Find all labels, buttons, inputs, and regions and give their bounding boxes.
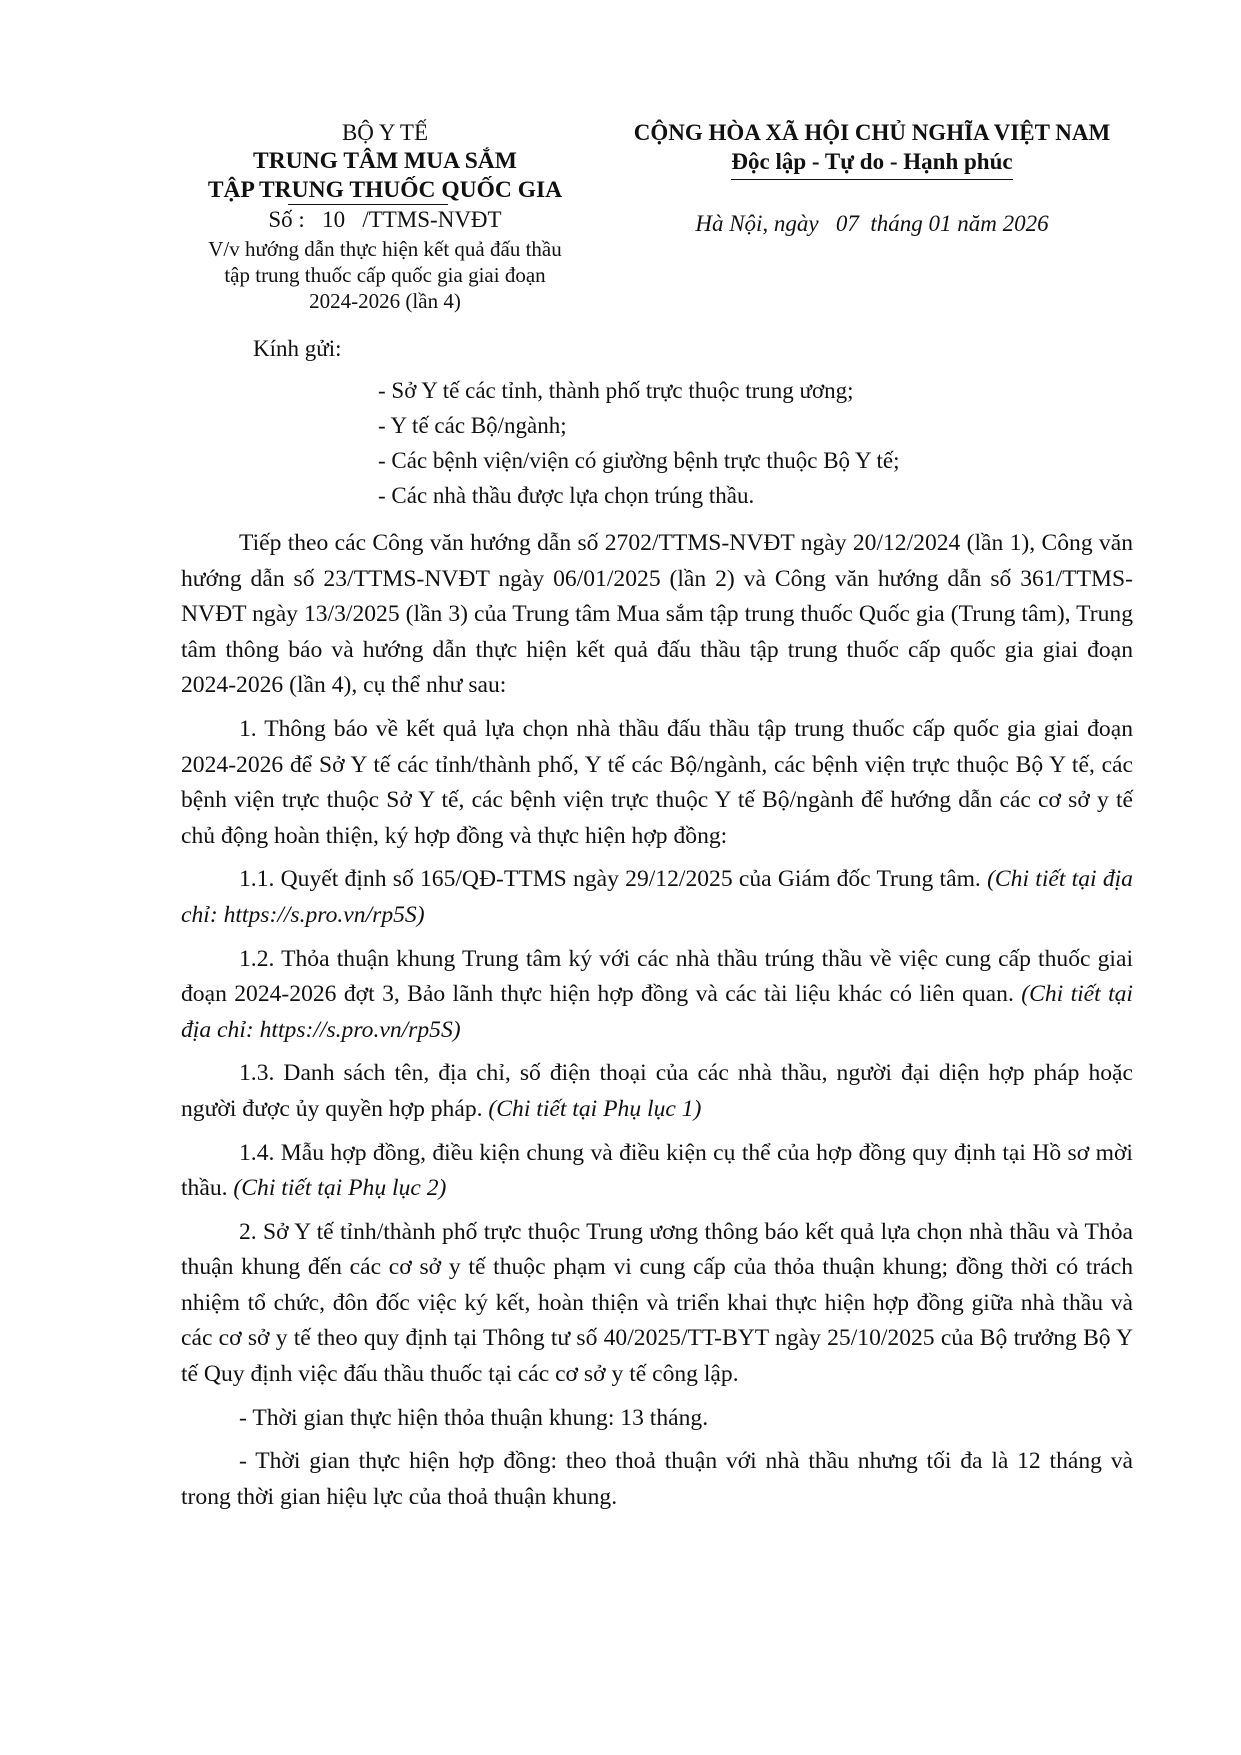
recipient-item: - Y tế các Bộ/ngành; xyxy=(378,413,567,438)
subject-line: V/v hướng dẫn thực hiện kết quả đấu thầu xyxy=(208,237,562,261)
country-name: CỘNG HÒA XÃ HỘI CHỦ NGHĨA VIỆT NAM xyxy=(633,120,1111,145)
place-date: Hà Nội, ngày 07 tháng 01 năm 2026 xyxy=(695,211,1049,236)
section-1-4-text: 1.4. Mẫu hợp đồng, điều kiện chung và điều kiện cụ thể của hợp đồng quy định tại Hồ sơ mời thầu. xyxy=(181,1139,1133,1202)
header-divider xyxy=(288,204,448,205)
issuer-header xyxy=(160,118,610,314)
recipient-list xyxy=(378,373,899,513)
section-1-3-reference: (Chi tiết tại Phụ lục 1) xyxy=(488,1095,702,1122)
framework-duration: - Thời gian thực hiện thỏa thuận khung: 13 tháng. xyxy=(239,1404,709,1431)
section-1-4-reference: (Chi tiết tại Phụ lục 2) xyxy=(233,1175,447,1202)
section-1-1-reference: (Chi tiết tại địa chỉ: https://s.pro.vn/rp5S) xyxy=(181,866,1133,928)
ministry-name: BỘ Y TẾ xyxy=(341,120,429,145)
document-subject xyxy=(160,236,610,314)
contract-duration: - Thời gian thực hiện hợp đồng: theo thoả thuận với nhà thầu nhưng tối đa là 12 tháng và trong thời gian hiệu lực của thoả thuận khung. xyxy=(181,1448,1133,1510)
org-name-line1: TRUNG TÂM MUA SẮM xyxy=(253,148,517,174)
subject-line: 2024-2026 (lần 4) xyxy=(309,289,461,313)
section-2-paragraph: 2. Sở Y tế tỉnh/thành phố trực thuộc Trung ương thông báo kết quả lựa chọn nhà thầu và Thỏa thuận khung đến các cơ sở y tế thuộc phạm vi cung cấp của thỏa thuận khung; đồng thời có trách nhiệm tổ chức, đôn đốc việc ký kết, hoàn thiện và triển khai thực hiện hợp đồng giữa nhà thầu và các cơ sở y tế theo quy định tại Thông tư số 40/2025/TT-BYT ngày 25/10/2025 của Bộ trưởng Bộ Y tế Quy định việc đấu thầu thuốc tại các cơ sở y tế công lập. xyxy=(181,1218,1133,1388)
section-1-2-paragraph xyxy=(181,942,1133,1049)
section-1-paragraph: 1. Thông báo về kết quả lựa chọn nhà thầu đấu thầu tập trung thuốc cấp quốc gia giai đoạn 2024-2026 để Sở Y tế các tỉnh/thành phố, Y tế các Bộ/ngành, các bệnh viện trực thuộc Bộ Y tế, các bệnh viện trực thuộc Sở Y tế, các bệnh viện trực thuộc Y tế Bộ/ngành để hướng dẫn các cơ sở y tế chủ động hoàn thiện, ký hợp đồng và thực hiện hợp đồng: xyxy=(181,715,1133,849)
national-motto: Độc lập - Tự do - Hạnh phúc xyxy=(731,147,1012,180)
recipient-item: - Sở Y tế các tỉnh, thành phố trực thuộc trung ương; xyxy=(378,378,854,403)
section-1-1-paragraph xyxy=(181,862,1133,933)
section-1-3-paragraph xyxy=(181,1056,1133,1127)
national-header xyxy=(612,118,1132,180)
section-1-2-text: 1.2. Thỏa thuận khung Trung tâm ký với các nhà thầu trúng thầu về việc cung cấp thuốc giai đoạn 2024-2026 đợt 3, Bảo lãnh thực hiện hợp đồng và các tài liệu khác có liên quan. xyxy=(181,945,1133,1008)
org-name-line2: TẬP TRUNG THUỐC QUỐC GIA xyxy=(207,177,563,203)
recipient-item: - Các nhà thầu được lựa chọn trúng thầu. xyxy=(378,483,755,508)
section-1-3-text: 1.3. Danh sách tên, địa chỉ, số điện thoại của các nhà thầu, người đại diện hợp pháp hoặc người được ủy quyền hợp pháp. xyxy=(181,1060,1133,1122)
document-number: Số : 10 /TTMS-NVĐT xyxy=(268,207,502,232)
recipient-item: - Các bệnh viện/viện có giường bệnh trực thuộc Bộ Y tế; xyxy=(378,448,900,473)
document-body xyxy=(181,526,1133,1523)
section-1-1-text: 1.1. Quyết định số 165/QĐ-TTMS ngày 29/12/2025 của Giám đốc Trung tâm. xyxy=(239,866,988,893)
section-1-4-paragraph xyxy=(181,1136,1133,1207)
subject-line: tập trung thuốc cấp quốc gia giai đoạn xyxy=(224,263,546,287)
greeting: Kính gửi: xyxy=(253,336,342,361)
section-1-2-reference: (Chi tiết tại địa chỉ: https://s.pro.vn/rp5S) xyxy=(181,981,1133,1043)
intro-paragraph: Tiếp theo các Công văn hướng dẫn số 2702/TTMS-NVĐT ngày 20/12/2024 (lần 1), Công văn hướng dẫn số 23/TTMS-NVĐT ngày 06/01/2025 (lần 2) và Công văn hướng dẫn số 361/TTMS-NVĐT ngày 13/3/2025 (lần 3) của Trung tâm Mua sắm tập trung thuốc Quốc gia (Trung tâm), Trung tâm thông báo và hướng dẫn thực hiện kết quả đấu thầu tập trung thuốc cấp quốc gia giai đoạn 2024-2026 (lần 4), cụ thể như sau: xyxy=(181,530,1133,699)
